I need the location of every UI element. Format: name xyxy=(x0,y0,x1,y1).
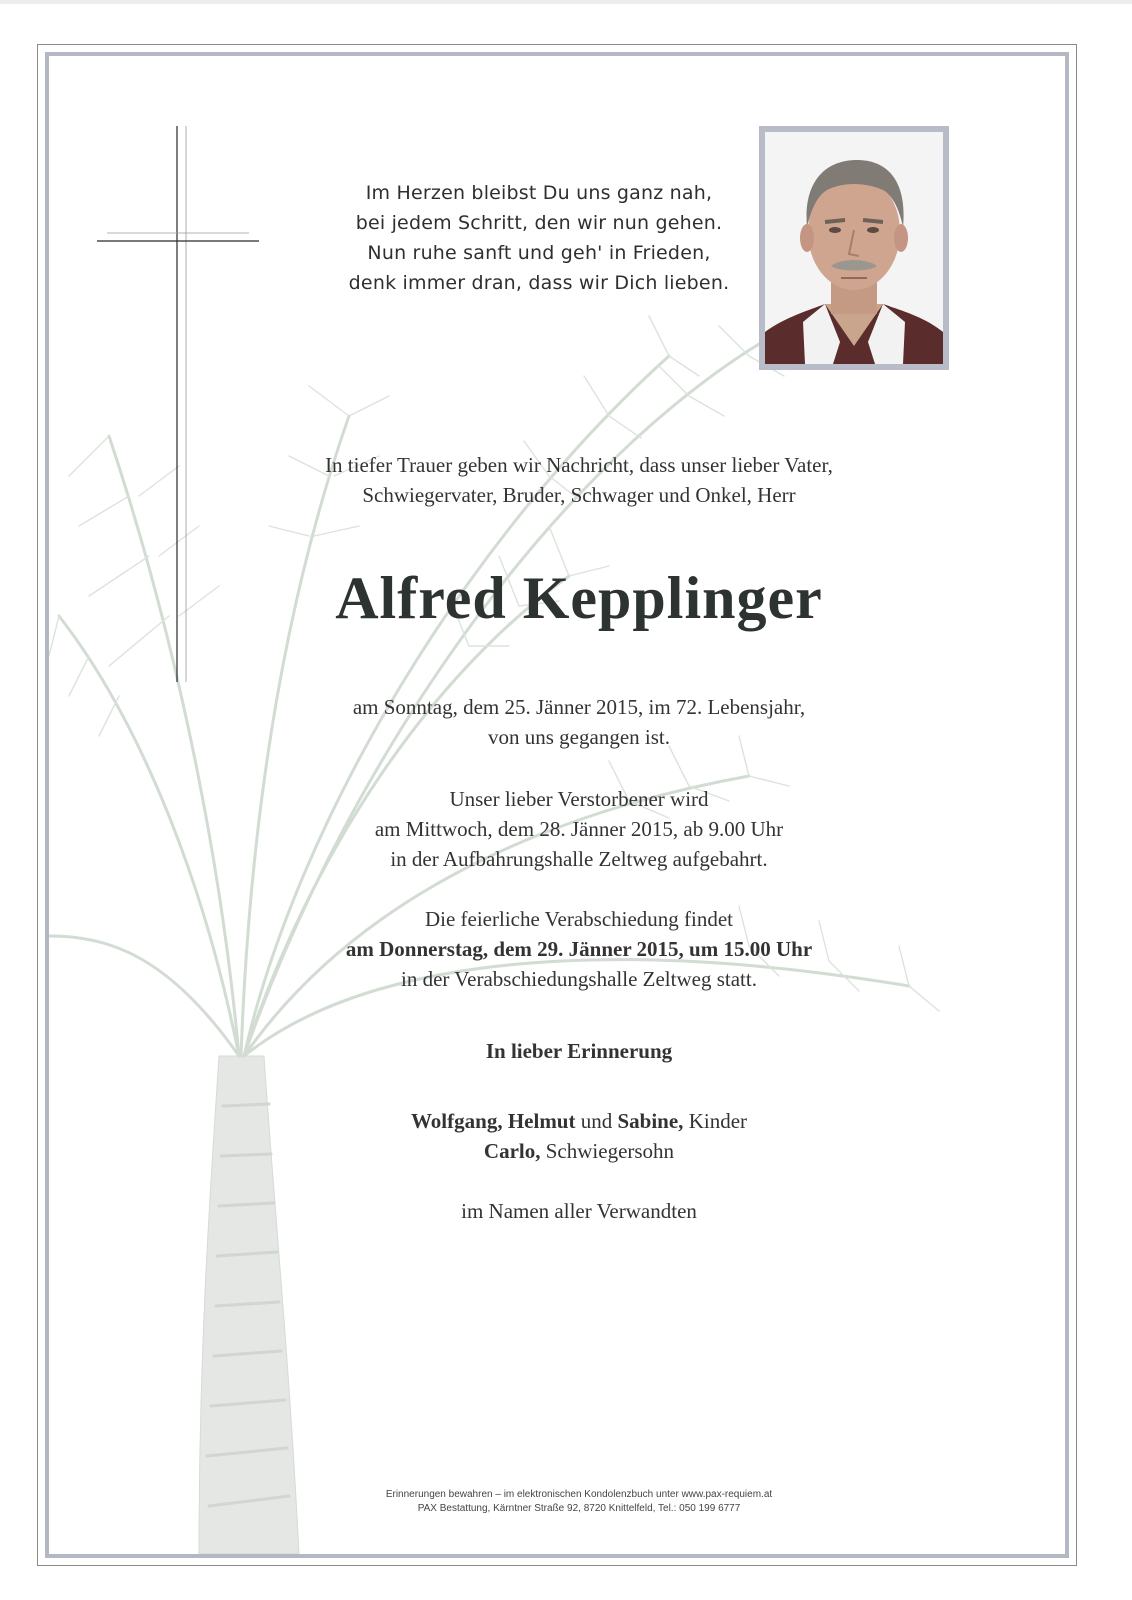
portrait-frame xyxy=(759,126,949,370)
poem-line: Im Herzen bleibst Du uns ganz nah, xyxy=(365,182,713,204)
intro-line: In tiefer Trauer geben wir Nachricht, dass unser lieber Vater, xyxy=(325,453,833,477)
poem xyxy=(329,178,749,298)
viewing-line: in der Aufbahrungshalle Zeltweg aufgebahrt. xyxy=(390,847,768,871)
poem-line: bei jedem Schritt, den wir nun gehen. xyxy=(355,212,723,234)
mourners xyxy=(209,1106,949,1166)
viewing-line: am Mittwoch, dem 28. Jänner 2015, ab 9.00 Uhr xyxy=(374,817,784,841)
death-line: am Sonntag, dem 25. Jänner 2015, im 72. Lebensjahr, xyxy=(352,695,806,719)
portrait-photo xyxy=(765,132,943,364)
farewell-line: in der Verabschiedungshalle Zeltweg statt. xyxy=(401,967,757,991)
relation: Schwiegersohn xyxy=(540,1139,675,1163)
death-line: von uns gegangen ist. xyxy=(488,725,670,749)
memory-heading: In lieber Erinnerung xyxy=(485,1039,673,1063)
poem-line: denk immer dran, dass wir Dich lieben. xyxy=(348,272,730,294)
mourner-name: Carlo, xyxy=(483,1139,541,1163)
footer-line: Erinnerungen bewahren – im elektronischen Kondolenzbuch unter www.pax-requiem.at xyxy=(385,1489,773,1500)
footer-line: PAX Bestattung, Kärntner Straße 92, 8720 Knittelfeld, Tel.: 050 199 6777 xyxy=(417,1503,741,1514)
farewell-line: Die feierliche Verabschiedung findet xyxy=(424,907,734,931)
intro-line: Schwiegervater, Bruder, Schwager und Onkel, Herr xyxy=(362,483,796,507)
deceased-name: Alfred Kepplinger xyxy=(335,565,823,631)
mourner-name: Helmut xyxy=(507,1109,576,1133)
mourner-name: Sabine, xyxy=(617,1109,684,1133)
viewing-info xyxy=(209,784,949,874)
notice-card xyxy=(45,52,1069,1558)
farewell-info xyxy=(209,904,949,994)
mourners-line-children xyxy=(209,1106,949,1136)
conjunction: und xyxy=(575,1109,618,1133)
farewell-date: am Donnerstag, dem 29. Jänner 2015, um 15.00 Uhr xyxy=(345,937,813,961)
mourner-name: Wolfgang, xyxy=(410,1109,503,1133)
scan-edge xyxy=(0,0,1132,4)
death-info xyxy=(209,692,949,752)
closing-line: im Namen aller Verwandten xyxy=(461,1199,697,1223)
announcement-intro xyxy=(209,450,949,510)
mourners-line-soninlaw xyxy=(209,1136,949,1166)
footer xyxy=(209,1488,949,1516)
poem-line: Nun ruhe sanft und geh' in Frieden, xyxy=(367,242,711,264)
viewing-line: Unser lieber Verstorbener wird xyxy=(449,787,709,811)
relation: Kinder xyxy=(683,1109,748,1133)
